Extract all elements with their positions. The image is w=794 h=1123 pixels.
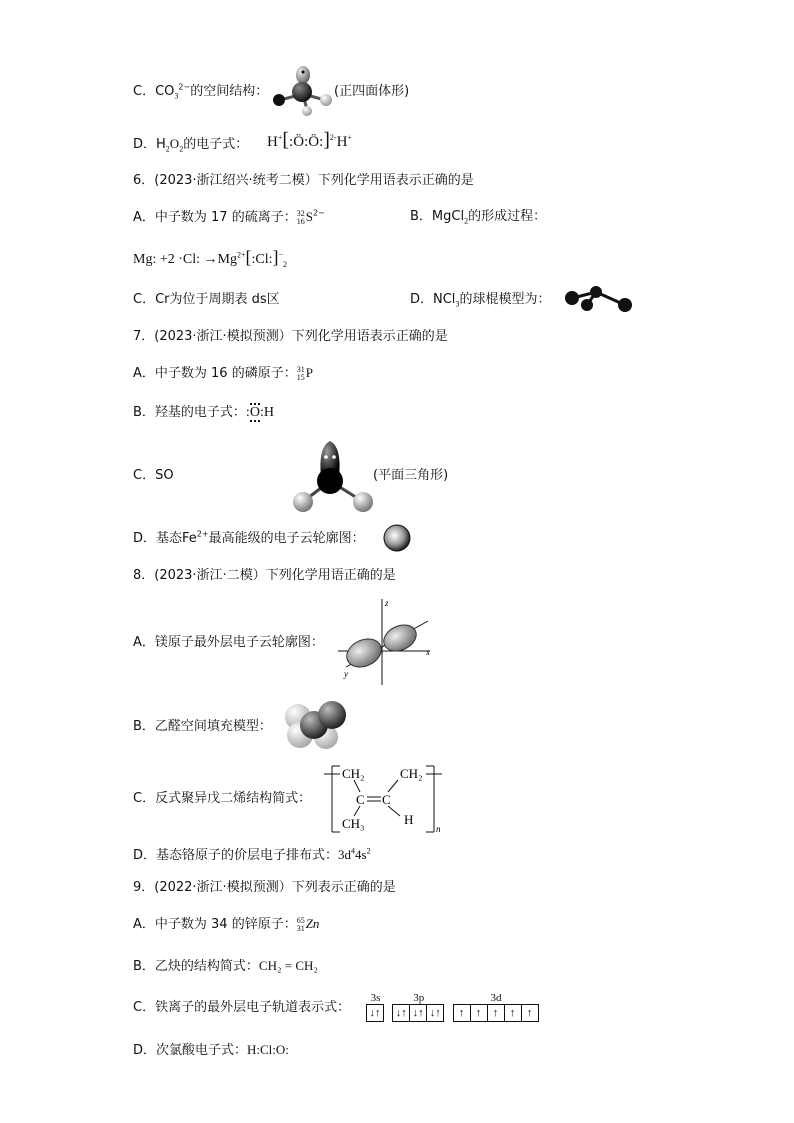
o-symbol: Ö [293,134,305,150]
q9-option-c: C．铁离子的最外层电子轨道表示式： [133,1000,351,1015]
acetaldehyde-space-filling-figure [280,697,352,753]
element-symbol: S [305,209,313,224]
option-text: D．NCl [410,292,456,307]
q7-option-c-formula [160,467,177,485]
subscript: 2 [165,144,170,154]
option-text: A．中子数为 17 的硫离子： [133,210,297,225]
q6-option-c: C．Cr为位于周期表 ds区 [133,292,280,307]
option-text: D．次氯酸电子式： [133,1043,248,1058]
option-text-rest: 的形成过程： [468,209,547,224]
tetrahedral-note: (正四面体形) [334,84,410,99]
ch2-group: CH₂ [400,766,423,781]
mg-symbol: Mg [133,252,153,267]
option-text: C．SO [133,468,174,483]
fe3-orbital-diagram [367,992,545,1022]
q7-option-a [133,364,313,383]
isotope-notation: 32 16 [296,208,305,226]
co3-tetrahedral-model-figure [270,64,336,120]
q6-option-b [410,208,546,226]
option-text: C．CO [133,84,175,99]
cl-symbol: Cl [182,252,197,267]
q6-option-a [133,208,325,227]
q7-option-b: B．羟基的电子式：:O:H [133,405,274,420]
orbital-3p: 3p ↓↑ ↓↑ ↓↑ [393,1003,444,1022]
option-text-rest: 最高能级的电子云轮廓图： [208,531,365,546]
plus-charge: + [347,133,352,142]
isotope-notation: 31 15 [296,364,305,382]
subscript: 2 [179,144,184,154]
reaction-arrow: → [203,252,218,267]
charge: 2+ [237,250,246,260]
q9-option-d [133,1041,289,1060]
question-7: 7．(2023·浙江·模拟预测）下列化学用语表示正确的是 [133,329,448,344]
h-symbol: H [263,405,274,420]
option-text: D．基态铬原子的价层电子排布式： [133,848,339,863]
carbon-atom: C [382,792,391,807]
oxygen-symbol: O [169,136,180,151]
q8-option-a: A．镁原子最外层电子云轮廓图： [133,635,324,650]
option-text: B．乙炔的结构简式： [133,959,259,974]
planar-triangle-note: (平面三角形) [373,468,449,483]
h-symbol: H [267,134,278,150]
option-text: B．MgCl [410,209,465,224]
q8-option-c: C．反式聚异戊二烯结构简式： [133,791,312,806]
charge: 2- [329,133,337,142]
charge: 2− [312,208,325,218]
option-text: B．羟基的电子式： [133,405,246,420]
q8-option-d: D．基态铬原子的价层电子排布式：$3d^44s^2$ [133,846,371,863]
ch3-group: CH₃ [342,816,365,831]
polyisoprene-structure-figure [322,760,447,836]
carbon-atom: C [356,792,365,807]
mg-ion: Mg [217,252,237,267]
option-d-q5 [133,135,248,154]
hclo-electron-formula: H:Cl:O: [247,1042,289,1057]
option-text: D．H [133,137,166,152]
q8-option-b: B．乙醛空间填充模型： [133,719,272,734]
h2o2-electron-formula: H+[:Ö:Ö:]$^{2-}$H+ [267,129,352,151]
acetylene-formula: CH₂ = CH₂ [258,958,318,973]
q7-option-d: D．基态$Fe^{2+}$最高能级的电子云轮廓图： [133,529,365,546]
h-symbol: H [336,134,348,150]
coefficient: +2 [159,252,175,267]
option-text-rest: 的电子式： [183,137,249,152]
orbital-3d: 3d ↑ ↑ ↑ ↑ ↑ [454,1003,539,1022]
ncl3-ball-stick-figure [563,284,635,314]
question-6: 6．(2023·浙江绍兴·统考二模）下列化学用语表示正确的是 [133,173,474,188]
element-symbol: Zn [305,916,320,931]
subscript: 3 [174,91,179,101]
subscript: 3 [455,299,460,309]
option-text: A．中子数为 34 的锌原子： [133,917,297,932]
cl-ion: Cl [255,252,269,267]
o-symbol: O [249,405,260,420]
subscript: 2 [283,259,288,269]
option-text: A．中子数为 16 的磷原子： [133,366,297,381]
option-text-rest: 的空间结构： [190,84,269,99]
hydrogen-atom: H [404,812,414,827]
o-symbol: Ö [308,134,320,150]
option-text-rest: 的球棍模型为： [459,292,551,307]
charge: − [278,250,284,260]
q6-option-d [410,291,550,309]
q9-option-a [133,915,319,934]
plus-charge: + [277,133,283,142]
charge: 2+ [196,529,209,539]
mgcl2-formation-equation: Mg: +2 ·Cl: $\to Mg^{2+}[:Cl:]^-_2$ [133,247,288,269]
question-8: 8．(2023·浙江·二模）下列化学用语正确的是 [133,568,396,583]
question-9: 9．(2022·浙江·模拟预测）下列表示正确的是 [133,880,396,895]
isotope-notation: 65 31 [296,915,305,933]
s-orbital-sphere-figure [383,524,413,554]
y-axis-label: y [344,669,348,679]
orbital-3s: 3s ↓↑ [367,1003,384,1022]
element-symbol: P [305,365,313,380]
subscript: 2 [464,216,469,226]
z-axis-label: z [385,598,389,608]
superscript: 2− [178,82,191,92]
so2-vsepr-model-figure [286,437,376,517]
option-c-q5 [133,83,268,101]
p-orbital-dumbbell-figure [338,595,438,687]
ch2-group: CH₂ [342,766,365,781]
repeat-unit-n: n [436,824,441,834]
q9-option-b [133,957,318,976]
x-axis-label: x [426,647,430,657]
